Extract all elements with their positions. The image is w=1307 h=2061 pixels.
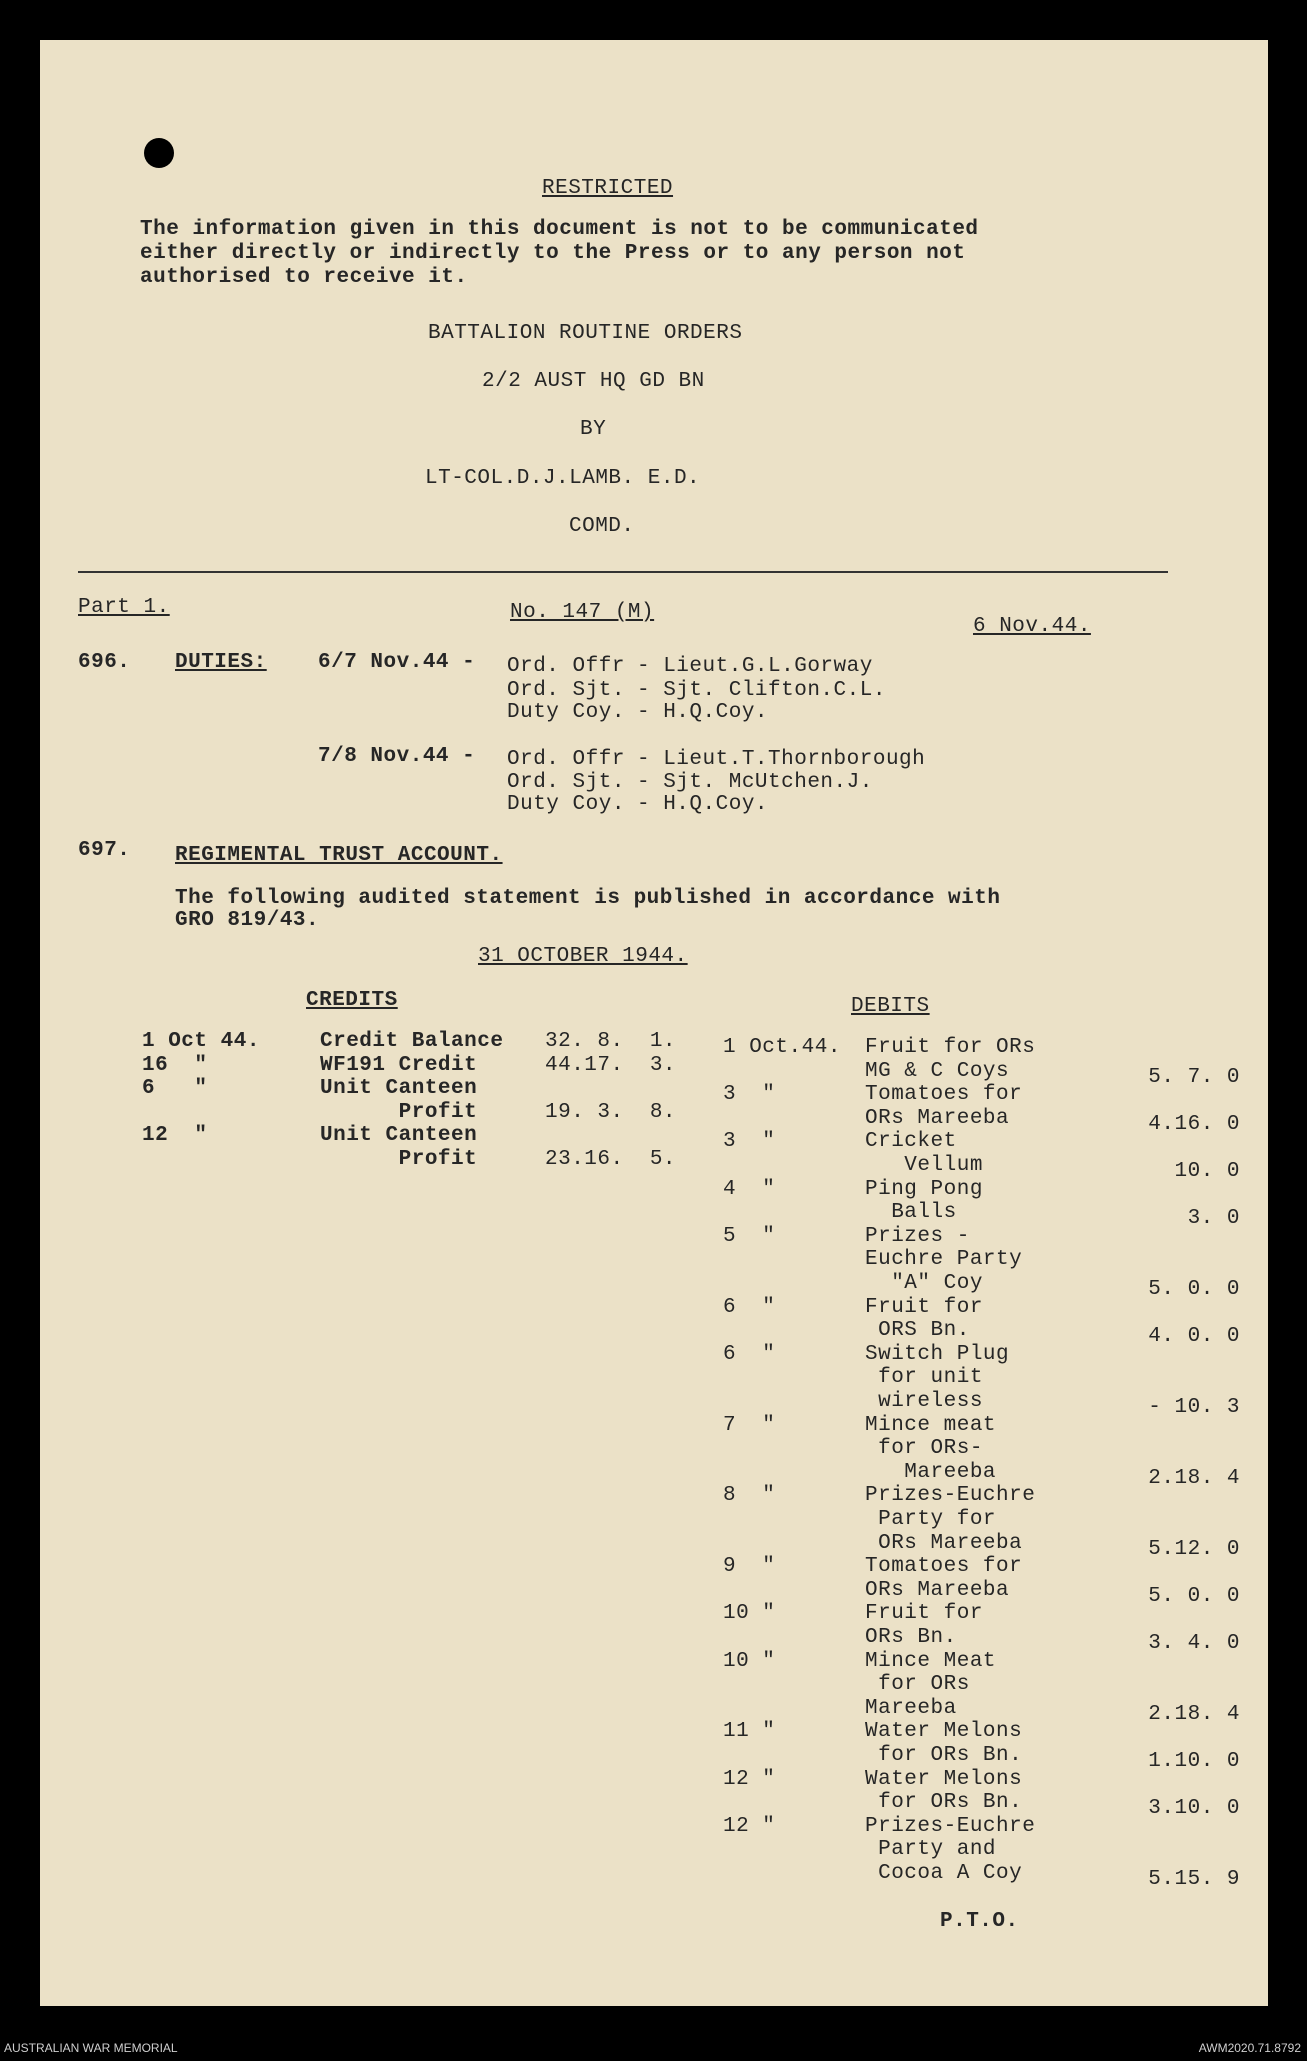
- debit-date: 12 ": [723, 1814, 776, 1838]
- credit-description: Profit: [320, 1100, 478, 1124]
- debit-amount: 3.10. 0: [1148, 1797, 1240, 1821]
- debit-date: 5 ": [723, 1224, 776, 1248]
- credit-amount: 19. 3. 8.: [545, 1100, 677, 1124]
- trust-intro-line-1: The following audited statement is published in accordance with: [175, 887, 1001, 910]
- debit-date: 10 ": [723, 1649, 776, 1673]
- order-date: 6 Nov.44.: [973, 615, 1091, 638]
- debit-description: Water Melons: [865, 1767, 1023, 1791]
- credit-description: Unit Canteen: [320, 1124, 478, 1147]
- duties-heading: DUTIES:: [175, 651, 267, 674]
- debit-amount: 5.12. 0: [1148, 1537, 1240, 1561]
- document-page: [40, 40, 1268, 2006]
- item-number-697: 697.: [78, 839, 131, 862]
- duty-name: - Sjt. Clifton.C.L.: [637, 679, 886, 702]
- debit-amount: 4. 0. 0: [1148, 1325, 1240, 1349]
- credit-date: 16 ": [142, 1053, 208, 1077]
- debit-description: Cocoa A Coy: [865, 1862, 1023, 1885]
- credit-date: 6 ": [142, 1077, 208, 1100]
- credit-date: 12 ": [142, 1124, 208, 1147]
- credit-amount: 23.16. 5.: [545, 1147, 677, 1171]
- duty-role: Ord. Sjt.: [507, 771, 625, 794]
- credits-heading: CREDITS: [306, 989, 398, 1012]
- debit-description: ORs Mareeba: [865, 1578, 1010, 1602]
- debit-description: ORs Bn.: [865, 1626, 957, 1649]
- duty-date: 7/8 Nov.44 -: [318, 745, 476, 768]
- debit-description: ORs Mareeba: [865, 1531, 1023, 1555]
- debit-description: wireless: [865, 1390, 983, 1413]
- debit-amount: 3. 0: [1187, 1207, 1240, 1231]
- debit-date: 3 ": [723, 1130, 776, 1154]
- debit-date: 6 ": [723, 1295, 776, 1319]
- item-number-696: 696.: [78, 651, 131, 674]
- duty-date: 6/7 Nov.44 -: [318, 651, 476, 674]
- unit-title: 2/2 AUST HQ GD BN: [482, 370, 705, 393]
- debit-amount: 5. 7. 0: [1148, 1065, 1240, 1089]
- order-title: BATTALION ROUTINE ORDERS: [428, 322, 743, 345]
- debit-amount: 2.18. 4: [1148, 1466, 1240, 1490]
- debit-date: 7 ": [723, 1413, 776, 1437]
- credit-description: Credit Balance: [320, 1030, 504, 1053]
- footer-right: AWM2020.71.8792: [1198, 2041, 1301, 2055]
- credit-amount: 44.17. 3.: [545, 1053, 677, 1077]
- credit-description: Profit: [320, 1147, 478, 1171]
- commander-line: LT-COL.D.J.LAMB. E.D.: [425, 467, 701, 490]
- debit-amount: 5.15. 9: [1148, 1868, 1240, 1891]
- duty-name: - Lieut.G.L.Gorway: [637, 655, 873, 678]
- notice-line-2: either directly or indirectly to the Press or to any person not: [140, 242, 966, 265]
- debit-description: Balls: [865, 1201, 957, 1225]
- debit-amount: 2.18. 4: [1148, 1702, 1240, 1726]
- debit-description: Mince meat: [865, 1413, 997, 1437]
- duty-role: Ord. Offr: [507, 655, 625, 678]
- duty-role: Duty Coy.: [507, 701, 625, 724]
- debit-amount: 1.10. 0: [1148, 1750, 1240, 1773]
- duty-name: - Lieut.T.Thornborough: [637, 748, 926, 771]
- duty-name: - Sjt. McUtchen.J.: [637, 771, 873, 794]
- debit-description: Euchre Party: [865, 1248, 1023, 1272]
- debit-description: Mareeba: [865, 1460, 997, 1484]
- footer-left: AUSTRALIAN WAR MEMORIAL: [4, 2041, 178, 2055]
- debit-description: Prizes-Euchre: [865, 1484, 1036, 1508]
- debit-amount: 3. 4. 0: [1148, 1632, 1240, 1655]
- debit-description: ORS Bn.: [865, 1319, 970, 1343]
- part-label: Part 1.: [78, 596, 170, 619]
- divider: [78, 571, 1168, 573]
- statement-date: 31 OCTOBER 1944.: [478, 945, 688, 968]
- debit-description: Vellum: [865, 1154, 983, 1177]
- comd-line: COMD.: [569, 515, 635, 538]
- duty-role: Ord. Offr: [507, 748, 625, 771]
- debit-date: 9 ": [723, 1555, 776, 1579]
- credit-description: Unit Canteen: [320, 1077, 478, 1100]
- credit-description: WF191 Credit: [320, 1053, 478, 1077]
- debit-amount: 5. 0. 0: [1148, 1584, 1240, 1608]
- debit-date: 12 ": [723, 1767, 776, 1791]
- debit-description: Switch Plug: [865, 1342, 1010, 1366]
- debit-description: for ORs-: [865, 1437, 983, 1461]
- debit-description: MG & C Coys: [865, 1059, 1010, 1083]
- duty-role: Duty Coy.: [507, 793, 625, 816]
- order-number: No. 147 (M): [510, 601, 655, 624]
- debit-amount: - 10. 3: [1148, 1396, 1240, 1419]
- debit-description: for ORs Bn.: [865, 1744, 1023, 1767]
- debit-description: Tomatoes for: [865, 1083, 1023, 1107]
- debit-description: Tomatoes for: [865, 1555, 1023, 1579]
- debit-date: 1 Oct.44.: [723, 1036, 841, 1059]
- duty-role: Ord. Sjt.: [507, 679, 625, 702]
- debit-date: 6 ": [723, 1342, 776, 1366]
- debit-amount: 4.16. 0: [1148, 1112, 1240, 1136]
- debit-date: 3 ": [723, 1083, 776, 1107]
- duty-name: - H.Q.Coy.: [637, 701, 769, 724]
- debit-description: Cricket: [865, 1130, 957, 1154]
- debit-description: for unit: [865, 1366, 983, 1390]
- punch-hole: [144, 138, 174, 168]
- debit-description: Fruit for: [865, 1602, 983, 1626]
- debit-description: Mince Meat: [865, 1649, 997, 1673]
- notice-line-3: authorised to receive it.: [140, 266, 468, 289]
- trust-heading: REGIMENTAL TRUST ACCOUNT.: [175, 844, 503, 867]
- debit-amount: 5. 0. 0: [1148, 1278, 1240, 1301]
- debit-description: Mareeba: [865, 1696, 957, 1720]
- credit-date: 1 Oct 44.: [142, 1030, 260, 1053]
- debit-date: 8 ": [723, 1484, 776, 1508]
- debit-description: for ORs Bn.: [865, 1791, 1023, 1815]
- pto-note: P.T.O.: [940, 1910, 1019, 1933]
- debit-description: ORs Mareeba: [865, 1106, 1010, 1130]
- debit-description: "A" Coy: [865, 1272, 983, 1295]
- debit-amount: 10. 0: [1174, 1160, 1240, 1183]
- debit-description: Fruit for ORs: [865, 1036, 1036, 1059]
- debit-description: Ping Pong: [865, 1177, 983, 1201]
- debit-description: Party for: [865, 1508, 997, 1531]
- debit-date: 11 ": [723, 1720, 776, 1744]
- debit-date: 4 ": [723, 1177, 776, 1201]
- debit-date: 10 ": [723, 1602, 776, 1626]
- debit-description: Party and: [865, 1838, 997, 1862]
- credit-amount: 32. 8. 1.: [545, 1030, 677, 1053]
- debit-description: Prizes-Euchre: [865, 1814, 1036, 1838]
- debit-description: for ORs: [865, 1673, 970, 1697]
- by-line: BY: [580, 418, 607, 441]
- trust-intro-line-2: GRO 819/43.: [175, 909, 320, 932]
- duty-name: - H.Q.Coy.: [637, 793, 769, 816]
- classification-heading: RESTRICTED: [542, 177, 674, 200]
- notice-line-1: The information given in this document is not to be communicated: [140, 218, 979, 241]
- debit-description: Prizes -: [865, 1224, 970, 1248]
- debit-description: Fruit for: [865, 1295, 983, 1319]
- debit-description: Water Melons: [865, 1720, 1023, 1744]
- debits-heading: DEBITS: [851, 995, 930, 1018]
